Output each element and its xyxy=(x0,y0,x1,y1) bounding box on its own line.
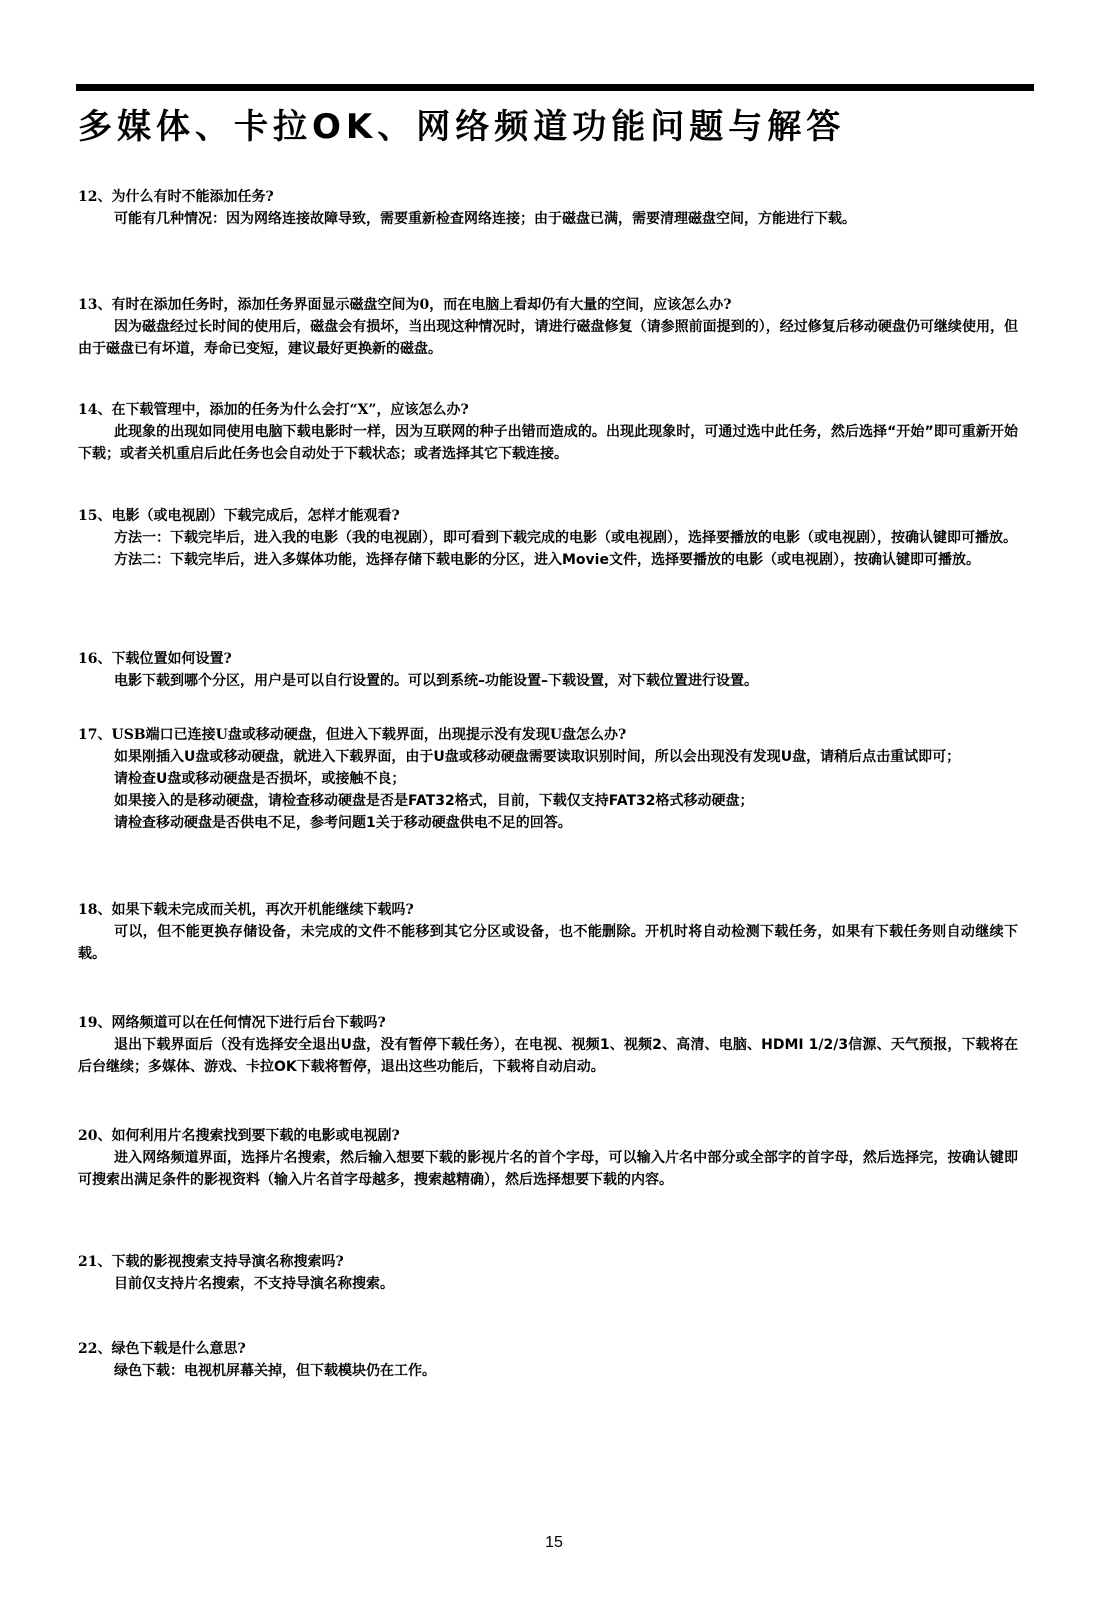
faq-answer: 此现象的出现如同使用电脑下载电影时一样，因为互联网的种子出错而造成的。出现此现象时，可通过选中此任务，然后选择“开始”即可重新开始下载；或者关机重启后此任务也会自动处于下载状态；或者选择其它下载连接。 xyxy=(78,424,1018,462)
faq-item-22 xyxy=(78,1338,1018,1382)
faq-answer: 可能有几种情况：因为网络连接故障导致，需要重新检查网络连接；由于磁盘已满，需要清理磁盘空间，方能进行下载。 xyxy=(114,211,856,227)
header-rule xyxy=(76,84,1034,91)
faq-item-12 xyxy=(78,186,1018,230)
faq-answer: 电影下载到哪个分区，用户是可以自行设置的。可以到系统–功能设置–下载设置，对下载位置进行设置。 xyxy=(114,673,758,689)
faq-question: 13、有时在添加任务时，添加任务界面显示磁盘空间为0，而在电脑上看却仍有大量的空间，应该怎么办? xyxy=(78,297,732,313)
faq-answer: 可以，但不能更换存储设备，未完成的文件不能移到其它分区或设备，也不能删除。开机时将自动检测下载任务，如果有下载任务则自动继续下载。 xyxy=(78,924,1018,962)
faq-item-19 xyxy=(78,1012,1018,1078)
faq-answer: 请检查移动硬盘是否供电不足，参考问题1关于移动硬盘供电不足的回答。 xyxy=(114,815,572,831)
page-title: 多媒体、卡拉OK、网络频道功能问题与解答 xyxy=(78,107,846,147)
faq-item-16 xyxy=(78,648,1018,692)
faq-answer: 绿色下载：电视机屏幕关掉，但下载模块仍在工作。 xyxy=(114,1363,436,1379)
faq-answer-method-1: 方法一：下载完毕后，进入我的电影（我的电视剧），即可看到下载完成的电影（或电视剧），选择要播放的电影（或电视剧），按确认键即可播放。 xyxy=(114,530,1017,546)
faq-question: 22、绿色下载是什么意思? xyxy=(78,1341,246,1357)
faq-question: 12、为什么有时不能添加任务? xyxy=(78,189,274,205)
page-number: 15 xyxy=(545,1534,563,1551)
faq-item-13 xyxy=(78,294,1018,360)
faq-item-17 xyxy=(78,724,1018,834)
faq-question: 15、电影（或电视剧）下载完成后，怎样才能观看? xyxy=(78,508,400,524)
faq-item-15 xyxy=(78,505,1018,571)
faq-question: 16、下载位置如何设置? xyxy=(78,651,232,667)
faq-question: 17、USB端口已连接U盘或移动硬盘，但进入下载界面，出现提示没有发现U盘怎么办? xyxy=(78,727,627,743)
faq-item-20 xyxy=(78,1125,1018,1191)
faq-answer-method-2: 方法二：下载完毕后，进入多媒体功能，选择存储下载电影的分区，进入Movie文件，选择要播放的电影（或电视剧），按确认键即可播放。 xyxy=(114,552,980,568)
faq-answer: 退出下载界面后（没有选择安全退出U盘，没有暂停下载任务），在电视、视频1、视频2、高清、电脑、HDMI 1/2/3信源、天气预报，下载将在后台继续；多媒体、游戏、卡拉OK下载将暂停，退出这些功能后，下载将自动启动。 xyxy=(78,1037,1018,1075)
faq-item-21 xyxy=(78,1251,1018,1295)
faq-question: 14、在下载管理中，添加的任务为什么会打“X”，应该怎么办? xyxy=(78,402,469,418)
faq-answer: 如果接入的是移动硬盘，请检查移动硬盘是否是FAT32格式，目前，下载仅支持FAT32格式移动硬盘； xyxy=(114,793,754,809)
faq-answer: 进入网络频道界面，选择片名搜索，然后输入想要下载的影视片名的首个字母，可以输入片名中部分或全部字的首字母，然后选择完，按确认键即可搜索出满足条件的影视资料（输入片名首字母越多，搜索越精确），然后选择想要下载的内容。 xyxy=(78,1150,1018,1188)
faq-answer: 因为磁盘经过长时间的使用后，磁盘会有损坏，当出现这种情况时，请进行磁盘修复（请参照前面提到的），经过修复后移动硬盘仍可继续使用，但由于磁盘已有坏道，寿命已变短，建议最好更换新的磁盘。 xyxy=(78,319,1018,357)
faq-question: 19、网络频道可以在任何情况下进行后台下载吗? xyxy=(78,1015,386,1031)
faq-question: 20、如何利用片名搜索找到要下载的电影或电视剧? xyxy=(78,1128,400,1144)
faq-answer: 目前仅支持片名搜索，不支持导演名称搜索。 xyxy=(114,1276,394,1292)
faq-item-18 xyxy=(78,899,1018,965)
faq-answer: 请检查U盘或移动硬盘是否损坏，或接触不良； xyxy=(114,771,406,787)
faq-item-14 xyxy=(78,399,1018,465)
faq-question: 21、下载的影视搜索支持导演名称搜索吗? xyxy=(78,1254,344,1270)
faq-answer: 如果刚插入U盘或移动硬盘，就进入下载界面，由于U盘或移动硬盘需要读取识别时间，所以会出现没有发现U盘，请稍后点击重试即可； xyxy=(114,749,961,765)
faq-question: 18、如果下载未完成而关机，再次开机能继续下载吗? xyxy=(78,902,414,918)
